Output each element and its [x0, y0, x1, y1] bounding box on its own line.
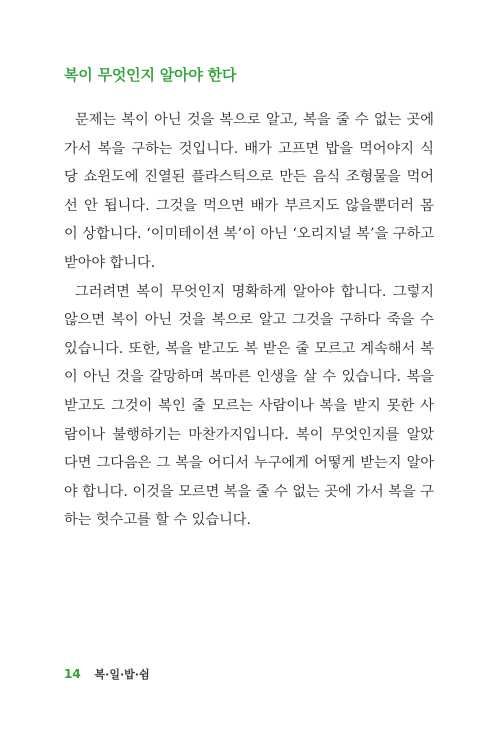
body-text	[64, 106, 434, 535]
text-line: 당 쇼윈도에 진열된 플라스틱으로 만든 음식 조형물을 먹어	[64, 169, 434, 186]
section-heading: 복이 무엇인지 알아야 한다	[64, 66, 237, 84]
text-line: 가서 복을 구하는 것입니다. 배가 고프면 밥을 먹어야지 식	[64, 140, 434, 157]
text-line: 문제는 복이 아닌 것을 복으로 알고, 복을 줄 수 없는 곳에	[75, 112, 434, 128]
text-line: 이 아닌 것을 갈망하며 복마른 인생을 살 수 있습니다. 복을	[64, 369, 434, 386]
paragraph-1	[64, 106, 434, 278]
text-line: 그러려면 복이 무엇인지 명확하게 알아야 합니다. 그렇지	[75, 283, 434, 300]
text-line: 람이나 불행하기는 마찬가지입니다. 복이 무엇인지를 알았	[64, 426, 434, 443]
text-line: 있습니다. 또한, 복을 받고도 복 받은 줄 모르고 계속해서 복	[64, 340, 434, 357]
text-line: 않으면 복이 아닌 것을 복으로 알고 그것을 구하다 죽을 수	[64, 312, 434, 329]
page-footer	[64, 666, 150, 682]
text-line: 하는 헛수고를 할 수 있습니다.	[64, 512, 252, 529]
text-line: 야 합니다. 이것을 모르면 복을 줄 수 없는 곳에 가서 복을 구	[64, 483, 434, 500]
paragraph-2	[64, 278, 434, 535]
text-line: 선 안 됩니다. 그것을 먹으면 배가 부르지도 않을뿐더러 몸	[64, 197, 434, 214]
text-line: 받아야 합니다.	[64, 254, 156, 271]
text-line: 이 상합니다. ‘이미테이션 복’이 아닌 ‘오리지널 복’을 구하고	[64, 226, 434, 243]
text-line: 받고도 그것이 복인 줄 모르는 사람이나 복을 받지 못한 사	[64, 397, 434, 414]
text-line: 다면 그다음은 그 복을 어디서 누구에게 어떻게 받는지 알아	[64, 455, 434, 472]
page-number: 14	[64, 667, 81, 681]
book-title: 복·일·밥·쉼	[94, 668, 150, 681]
